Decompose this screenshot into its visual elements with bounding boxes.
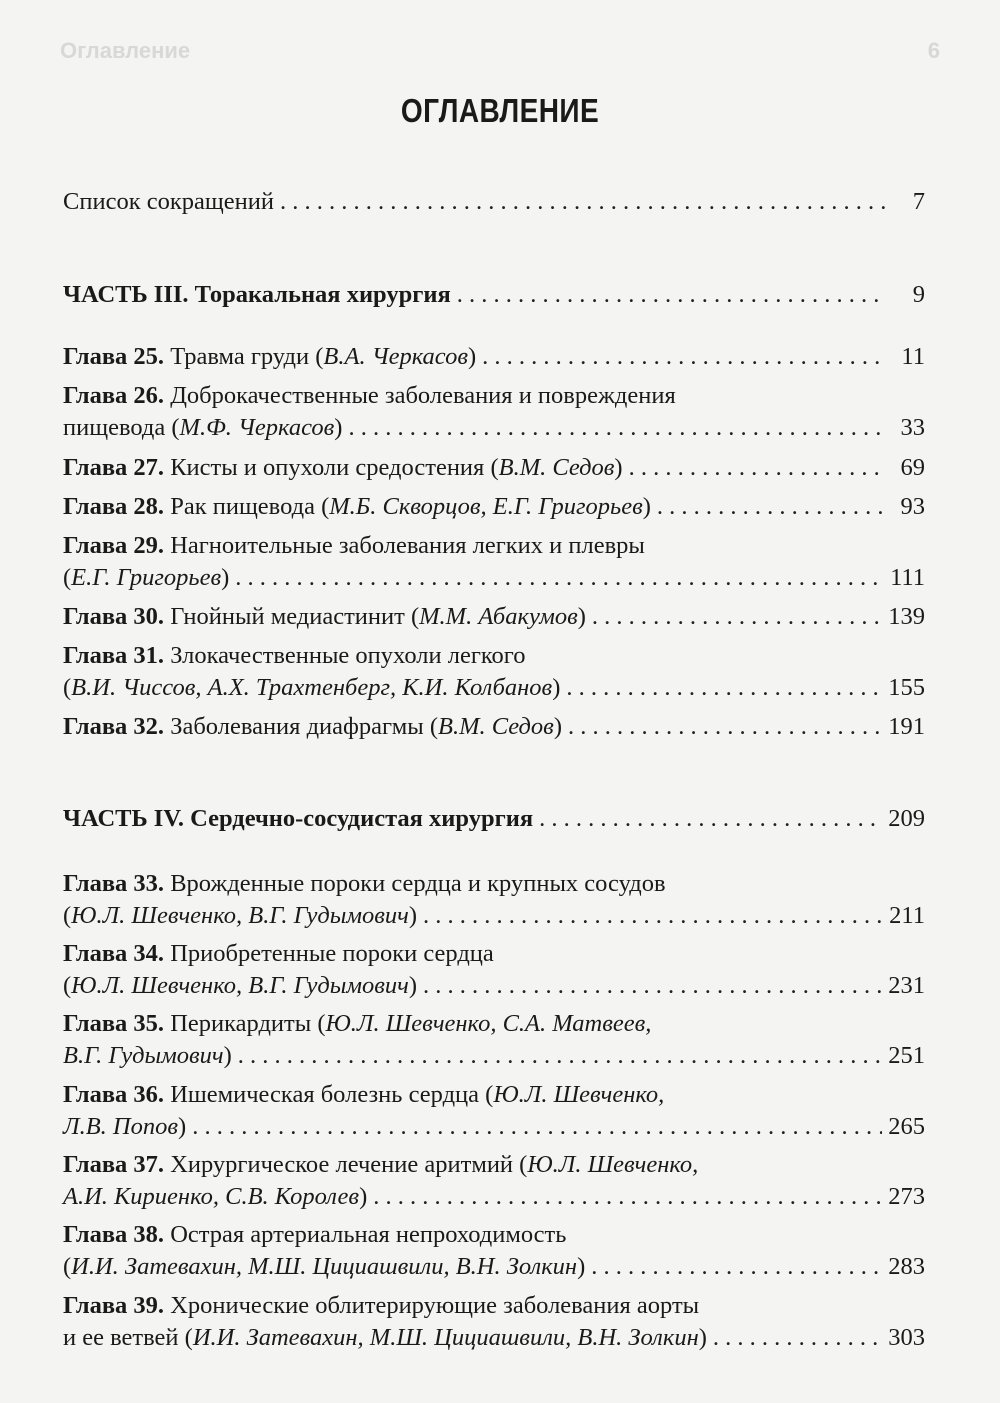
- page-number: 7: [912, 188, 925, 215]
- chapter-title: Врожденные пороки сердца и крупных сосудов: [170, 870, 666, 897]
- chapter-authors-cont: А.И. Кириенко, С.В. Королев: [63, 1183, 360, 1210]
- chapter-authors: И.И. Затевахин, М.Ш. Цициашвили, В.Н. Золкин: [192, 1324, 699, 1351]
- chapter-number: Глава 33.: [63, 870, 165, 897]
- chapter-number: Глава 27.: [63, 454, 165, 481]
- chapter-authors-cont: Л.В. Попов: [63, 1113, 179, 1140]
- toc-chapter-37[interactable]: Глава 37. Хирургическое лечение аритмий (Ю.Л. Шевченко, А.И. Кириенко, С.В. Королев) . . . 273: [63, 1149, 925, 1213]
- chapter-title: Ишемическая болезнь сердца: [170, 1081, 480, 1108]
- chapter-number: Глава 29.: [63, 532, 165, 559]
- entry-label: Список сокращений: [63, 188, 274, 215]
- page-number: 231: [888, 972, 925, 999]
- dot-leader: [482, 341, 885, 373]
- dot-leader: [373, 1181, 882, 1213]
- chapter-title: Хирургическое лечение аритмий: [170, 1151, 514, 1178]
- toc-chapter-28[interactable]: Глава 28. Рак пищевода (М.Б. Скворцов, Е.Г. Григорьев) . . . 93: [63, 491, 925, 523]
- toc-chapter-39[interactable]: Глава 39. Хронические облитерирующие заболевания аорты и ее ветвей (И.И. Затевахин, М.Ш. Цициашвили, В.Н. Золкин) . . . 303: [63, 1290, 925, 1354]
- page-number: 251: [888, 1042, 925, 1069]
- chapter-title: Рак пищевода: [170, 493, 315, 520]
- chapter-authors: В.М. Седов: [498, 454, 615, 481]
- toc-chapter-38[interactable]: Глава 38. Острая артериальная непроходимость (И.И. Затевахин, М.Ш. Цициашвили, В.Н. Золкин) . . . 283: [63, 1219, 925, 1283]
- chapter-authors: В.И. Чиссов, А.Х. Трахтенберг, К.И. Колбанов: [71, 674, 553, 701]
- chapter-title: Хронические облитерирующие заболевания аорты: [170, 1292, 700, 1319]
- dot-leader: [457, 279, 885, 311]
- chapter-authors: Ю.Л. Шевченко, В.Г. Гудымович: [71, 972, 409, 999]
- toc-entry-abbreviations[interactable]: [63, 186, 925, 218]
- page-number: 303: [888, 1324, 925, 1351]
- chapter-authors-cont: В.Г. Гудымович: [63, 1042, 224, 1069]
- toc-chapter-35[interactable]: Глава 35. Перикардиты (Ю.Л. Шевченко, С.А. Матвеев, В.Г. Гудымович) . . . 251: [63, 1008, 925, 1072]
- dot-leader: [192, 1111, 882, 1143]
- bleed-through-header: [60, 38, 940, 64]
- dot-leader: [235, 562, 884, 594]
- chapter-authors: Ю.Л. Шевченко, В.Г. Гудымович: [71, 902, 409, 929]
- page-number: 191: [888, 713, 925, 740]
- page-number: 273: [888, 1183, 925, 1210]
- page-number: 111: [890, 564, 925, 591]
- dot-leader: [423, 970, 882, 1002]
- toc-chapter-32[interactable]: Глава 32. Заболевания диафрагмы (В.М. Седов) . . . 191: [63, 711, 925, 743]
- page-number: 139: [888, 603, 925, 630]
- dot-leader: [629, 452, 885, 484]
- chapter-authors: М.М. Абакумов: [419, 603, 578, 630]
- dot-leader: [280, 186, 885, 218]
- chapter-title: Гнойный медиастинит: [170, 603, 405, 630]
- chapter-number: Глава 39.: [63, 1292, 165, 1319]
- chapter-title: Приобретенные пороки сердца: [170, 940, 494, 967]
- dot-leader: [657, 491, 885, 523]
- toc-part-3[interactable]: [63, 279, 925, 311]
- toc-chapter-25[interactable]: Глава 25. Травма груди (В.А. Черкасов) . . . 11: [63, 341, 925, 373]
- dot-leader: [423, 900, 883, 932]
- chapter-number: Глава 28.: [63, 493, 165, 520]
- chapter-title-cont: пищевода: [63, 414, 166, 441]
- chapter-title: Перикардиты: [170, 1010, 312, 1037]
- toc-chapter-33[interactable]: Глава 33. Врожденные пороки сердца и крупных сосудов (Ю.Л. Шевченко, В.Г. Гудымович) . . . 211: [63, 868, 925, 932]
- chapter-number: Глава 38.: [63, 1221, 165, 1248]
- page-number: 93: [900, 493, 925, 520]
- chapter-authors: Ю.Л. Шевченко, С.А. Матвеев,: [325, 1010, 652, 1037]
- chapter-title: Кисты и опухоли средостения: [170, 454, 485, 481]
- dot-leader: [238, 1040, 883, 1072]
- dot-leader: [592, 601, 882, 633]
- chapter-number: Глава 36.: [63, 1081, 165, 1108]
- dot-leader: [713, 1322, 882, 1354]
- page-number: 69: [900, 454, 925, 481]
- dot-leader: [348, 412, 885, 444]
- chapter-authors: В.А. Черкасов: [323, 343, 468, 370]
- page-number: 265: [888, 1113, 925, 1140]
- page-number: 11: [901, 343, 925, 370]
- part-label: ЧАСТЬ III. Торакальная хирургия: [63, 281, 451, 308]
- page-number: 211: [889, 902, 925, 929]
- bleed-through-header-left: Оглавление: [60, 38, 191, 63]
- dot-leader: [566, 672, 882, 704]
- chapter-authors: М.Б. Скворцов, Е.Г. Григорьев: [329, 493, 643, 520]
- chapter-number: Глава 34.: [63, 940, 165, 967]
- chapter-authors: Ю.Л. Шевченко,: [527, 1151, 699, 1178]
- dot-leader: [591, 1251, 882, 1283]
- chapter-title: Травма груди: [170, 343, 310, 370]
- toc-chapter-31[interactable]: Глава 31. Злокачественные опухоли легкого (В.И. Чиссов, А.Х. Трахтенберг, К.И. Колбанов) . . . 155: [63, 640, 925, 704]
- chapter-number: Глава 26.: [63, 382, 165, 409]
- chapter-authors: И.И. Затевахин, М.Ш. Цициашвили, В.Н. Золкин: [71, 1253, 578, 1280]
- toc-chapter-34[interactable]: Глава 34. Приобретенные пороки сердца (Ю.Л. Шевченко, В.Г. Гудымович) . . . 231: [63, 938, 925, 1002]
- toc-chapter-36[interactable]: Глава 36. Ишемическая болезнь сердца (Ю.Л. Шевченко, Л.В. Попов) . . . 265: [63, 1079, 925, 1143]
- toc-chapter-26[interactable]: Глава 26. Доброкачественные заболевания и повреждения пищевода (М.Ф. Черкасов) . . . 33: [63, 380, 925, 444]
- page-number: 33: [900, 414, 925, 441]
- chapter-authors: Ю.Л. Шевченко,: [493, 1081, 665, 1108]
- chapter-title: Острая артериальная непроходимость: [170, 1221, 567, 1248]
- page-title: ОГЛАВЛЕНИЕ: [400, 92, 600, 129]
- chapter-number: Глава 32.: [63, 713, 165, 740]
- bleed-through-page-number: 6: [927, 38, 940, 63]
- chapter-title: Нагноительные заболевания легких и плевры: [170, 532, 645, 559]
- chapter-number: Глава 37.: [63, 1151, 165, 1178]
- chapter-title-cont: и ее ветвей: [63, 1324, 179, 1351]
- dot-leader: [539, 803, 882, 835]
- toc-chapter-27[interactable]: Глава 27. Кисты и опухоли средостения (В.М. Седов) . . . 69: [63, 452, 925, 484]
- chapter-title: Заболевания диафрагмы: [170, 713, 424, 740]
- toc-chapter-30[interactable]: Глава 30. Гнойный медиастинит (М.М. Абакумов) . . . 139: [63, 601, 925, 633]
- part-label: ЧАСТЬ IV. Сердечно-сосудистая хирургия: [63, 805, 534, 832]
- page-number: 9: [912, 281, 925, 308]
- chapter-authors: Е.Г. Григорьев: [71, 564, 222, 591]
- toc-chapter-29[interactable]: Глава 29. Нагноительные заболевания легких и плевры (Е.Г. Григорьев) . . . 111: [63, 530, 925, 594]
- chapter-number: Глава 25.: [63, 343, 165, 370]
- page-number: 155: [888, 674, 925, 701]
- chapter-title: Злокачественные опухоли легкого: [170, 642, 526, 669]
- page-number: 283: [888, 1253, 925, 1280]
- dot-leader: [568, 711, 882, 743]
- chapter-number: Глава 31.: [63, 642, 165, 669]
- chapter-title: Доброкачественные заболевания и повреждения: [170, 382, 676, 409]
- chapter-number: Глава 35.: [63, 1010, 165, 1037]
- toc-part-4[interactable]: [63, 803, 925, 835]
- chapter-authors: М.Ф. Черкасов: [179, 414, 335, 441]
- chapter-number: Глава 30.: [63, 603, 165, 630]
- page-number: 209: [888, 805, 925, 832]
- chapter-authors: В.М. Седов: [438, 713, 554, 740]
